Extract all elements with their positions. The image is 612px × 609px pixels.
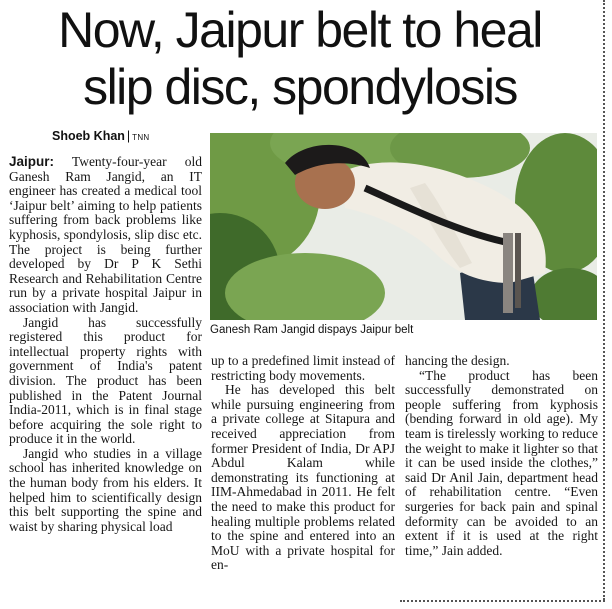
headline [0,2,600,116]
article-column-1 [9,155,202,534]
paragraph-3: Jangid who studies in a village school has inherited knowledge on the human body from his elders. It helped him to scientifically design this belt supporting the spine and waist by sharing physical load [9,445,202,534]
article-column-2 [211,354,395,573]
paragraph-2: Jangid has successfully registered this product for intellectual property rights with government of India's patent division. The product has been published in the Patent Journal India-2011, which is in final stage before acquiring the sole right to produce it in the world. [9,314,202,447]
photo-caption: Ganesh Ram Jangid dispays Jaipur belt [210,324,414,336]
paragraph-1-text: Twenty-four-year old Ganesh Ram Jangid, an IT engineer has created a medical tool ‘Jaipur belt’ aiming to help patients suffering from back problems like kyphosis, spondylosis, slip disc etc. The project is being further developed by Dr P K Sethi Research and Rehabilitation Centre run by a private hospital Jaipur in association with Jangid. [9,154,202,315]
news-agency: TNN [132,133,150,142]
headline-line-2: slip disc, spondylosis [83,59,517,115]
headline-line-1: Now, Jaipur belt to heal [58,2,542,58]
photo-belt-rod [503,233,513,313]
article-column-3 [405,354,598,558]
paragraph-4-continued: hancing the design. [405,353,510,368]
dotted-border-right [603,0,605,600]
byline [52,129,150,143]
byline-separator: | [126,129,131,143]
photo-illustration [210,133,597,320]
paragraph-1 [9,155,202,316]
dateline: Jaipur: [9,154,55,169]
article-photo [210,133,597,320]
paragraph-5: “The product has been successfully demonstrated on people suffering from kyphosis (bending forward in old age). My team is tirelessly working to reduce the weight to make it lighter so that it can be used inside the clothes,” said Dr Anil Jain, department head of rehabilitation centre. “Even surgeries for back pain and spinal deformity can be avoided to an extent if it is used at the right time,” Jain added. [405,367,598,558]
paragraph-3-continued: up to a predefined limit instead of restricting body movements. [211,353,395,383]
dotted-border-bottom [400,600,605,602]
author-name: Shoeb Khan [52,129,125,143]
paragraph-4: He has developed this belt while pursuing engineering from a private college at Sitapura and received appreciation from former President of India, Dr APJ Abdul Kalam while demonstrating its functioning at IIM-Ahmedabad in 2011. He felt the need to make this product for healing multiple problems related to the spine and entered into an MoU with a private hospital for en- [211,382,395,573]
